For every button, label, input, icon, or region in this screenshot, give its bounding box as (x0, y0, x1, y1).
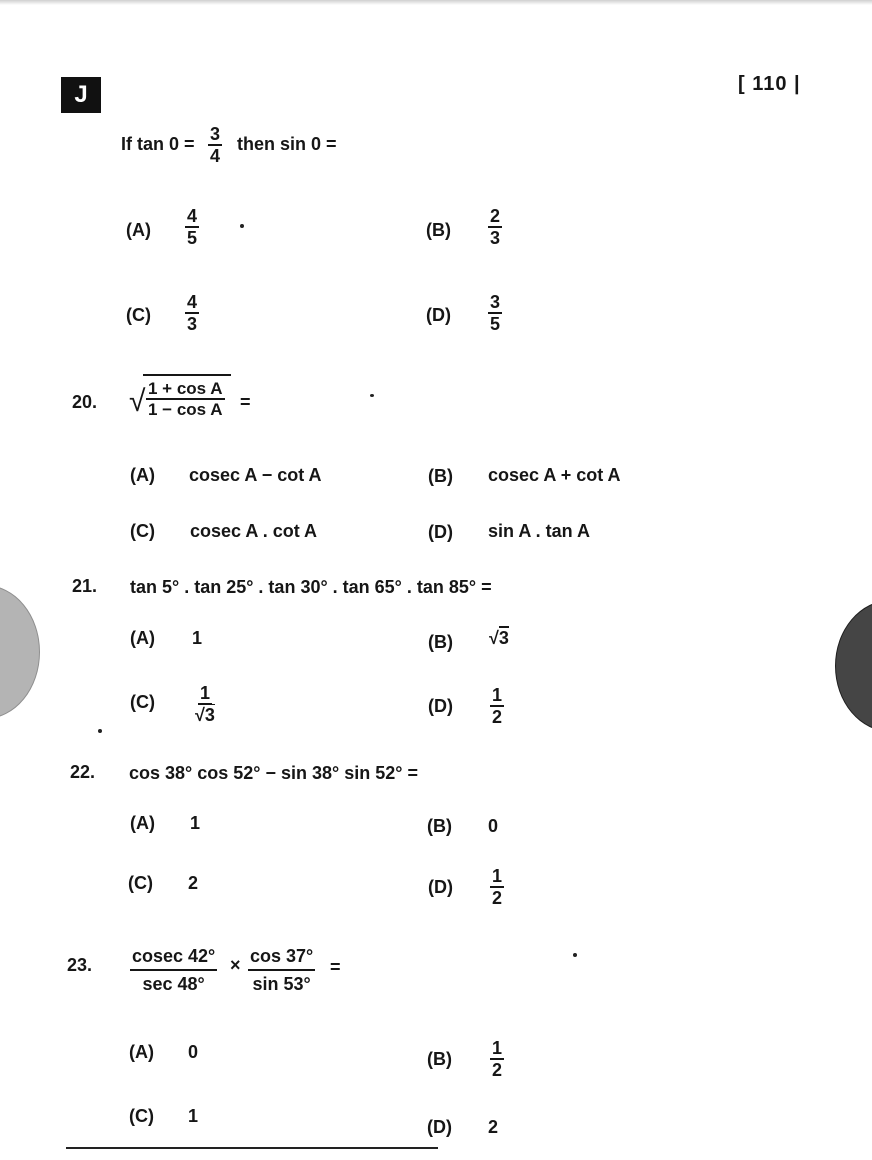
fraction-numerator: 2 (490, 206, 501, 226)
fraction-denominator: sec 48° (142, 974, 205, 994)
q23-number: 23. (67, 955, 93, 975)
q19-option-c-label: (C) (126, 305, 151, 325)
q19-option-a-value (185, 206, 199, 248)
q22-number: 22. (70, 762, 96, 782)
q19-option-d-label: (D) (426, 305, 451, 325)
fraction-denominator: 1 − cos A (148, 400, 223, 419)
q21-text: tan 5° . tan 25° . tan 30° . tan 65° . tan 85° = (130, 577, 492, 597)
q20-option-a-label: (A) (130, 465, 155, 485)
fraction-denominator: 2 (492, 1060, 503, 1080)
fraction-denominator: 5 (490, 314, 501, 334)
q22-option-a-label: (A) (130, 813, 155, 833)
q23-fraction-1 (130, 943, 217, 997)
fraction-numerator: 4 (187, 292, 198, 312)
q21-option-a-label: (A) (130, 628, 155, 648)
fraction-numerator: 1 (492, 1038, 503, 1058)
q22-option-a-value: 1 (190, 813, 201, 833)
q22-option-c-value: 2 (188, 873, 199, 893)
q21-option-b-value (489, 628, 509, 649)
q19-option-c-value (185, 292, 199, 334)
q23-equals: = (330, 957, 341, 977)
q23-fraction-2 (248, 943, 315, 997)
stray-mark (240, 224, 244, 228)
sqrt-icon: √ (195, 705, 205, 725)
q22-text: cos 38° cos 52° − sin 38° sin 52° = (129, 763, 418, 783)
fraction-denominator: 3 (187, 314, 198, 334)
fraction-denominator: sin 53° (252, 974, 311, 994)
q23-option-c-label: (C) (129, 1106, 154, 1126)
fraction-numerator: 3 (490, 292, 501, 312)
fraction-numerator: 1 (492, 866, 503, 886)
sqrt-radicand: 3 (498, 628, 509, 648)
q22-option-d-value (490, 866, 504, 908)
q23-option-d-value: 2 (488, 1117, 499, 1137)
q22-option-b-label: (B) (427, 816, 452, 836)
q20-equals: = (240, 392, 251, 412)
q20-option-b-value: cosec A + cot A (488, 465, 621, 485)
q23-option-b-label: (B) (427, 1049, 452, 1069)
q23-option-d-label: (D) (427, 1117, 452, 1137)
q23-option-a-value: 0 (188, 1042, 199, 1062)
q20-option-b-label: (B) (428, 466, 453, 486)
fraction-numerator: 1 + cos A (148, 379, 223, 398)
q23-option-a-label: (A) (129, 1042, 154, 1062)
q20-fraction (146, 379, 225, 419)
q23-option-b-value (490, 1038, 504, 1080)
q20-number: 20. (72, 392, 98, 412)
punch-hole-left (0, 585, 40, 719)
q22-option-c-label: (C) (128, 873, 153, 893)
q21-option-a-value: 1 (192, 628, 203, 648)
q20-option-c-value: cosec A . cot A (190, 521, 318, 541)
fraction-denominator: 2 (492, 707, 503, 727)
q20-option-a-value: cosec A − cot A (189, 465, 322, 485)
q21-option-c-label: (C) (130, 692, 155, 712)
q19-option-d-value (488, 292, 502, 334)
fraction-numerator: cos 37° (248, 943, 315, 971)
q19-fraction (208, 124, 222, 166)
q23-option-c-value: 1 (188, 1106, 199, 1126)
fraction-numerator: 4 (187, 206, 198, 226)
punch-hole-right (835, 600, 872, 732)
q23-times: × (230, 955, 241, 975)
set-badge: J (61, 77, 101, 113)
scan-top-shadow (0, 0, 872, 5)
sqrt-radicand: 3 (204, 705, 215, 725)
sqrt-icon: √ (129, 385, 146, 418)
q19-option-b-label: (B) (426, 220, 451, 240)
q20-option-d-value: sin A . tan A (488, 521, 591, 541)
page-number: [ 110 | (738, 73, 801, 95)
fraction-denominator: 5 (187, 228, 198, 248)
stray-mark (573, 953, 577, 957)
q22-option-d-label: (D) (428, 877, 453, 897)
q21-option-c-value (193, 683, 217, 725)
stray-mark (98, 729, 102, 733)
q19-frac-den: 4 (210, 146, 221, 166)
stray-mark (370, 394, 374, 397)
fraction-denominator: 3 (490, 228, 501, 248)
q21-number: 21. (72, 576, 98, 596)
fraction-numerator: 1 (199, 683, 210, 703)
bottom-rule (66, 1147, 438, 1149)
q19-option-b-value (488, 206, 502, 248)
q19-option-a-label: (A) (126, 220, 151, 240)
q19-frac-num: 3 (210, 124, 221, 144)
q21-option-d-value (490, 685, 504, 727)
sqrt-vinculum (143, 374, 231, 376)
fraction-denominator: 2 (492, 888, 503, 908)
q20-option-d-label: (D) (428, 522, 453, 542)
fraction-numerator: 1 (492, 685, 503, 705)
q19-suffix: then sin 0 = (237, 134, 337, 154)
sqrt-icon: √ (489, 628, 499, 648)
q21-option-b-label: (B) (428, 632, 453, 652)
fraction-numerator: cosec 42° (130, 943, 217, 971)
q21-option-d-label: (D) (428, 696, 453, 716)
fraction-denominator (193, 705, 217, 725)
q22-option-b-value: 0 (488, 816, 499, 836)
q20-option-c-label: (C) (130, 521, 155, 541)
q19-prefix: If tan 0 = (121, 134, 195, 154)
